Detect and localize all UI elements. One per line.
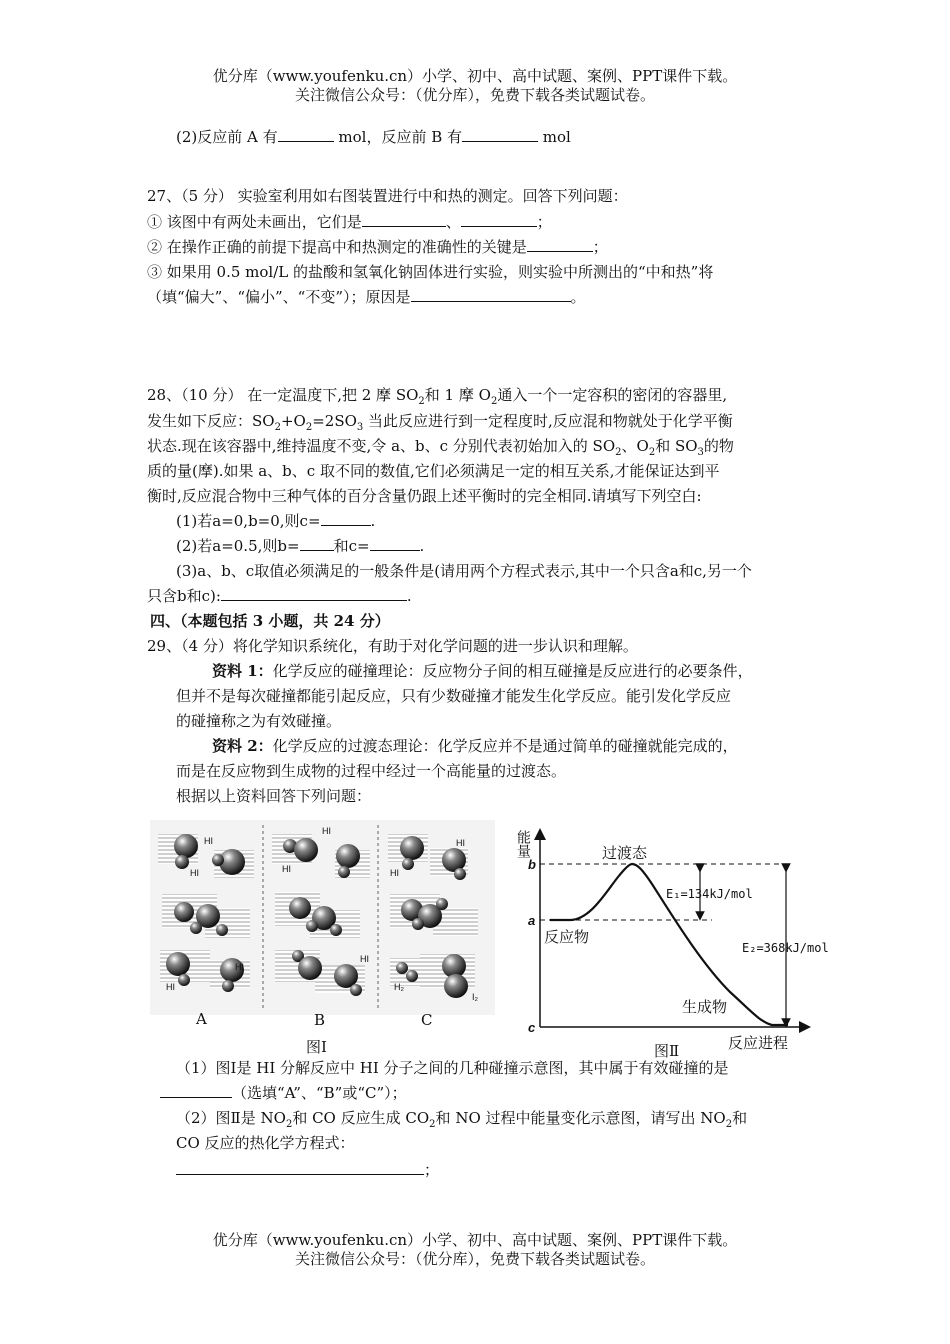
fig1-label-h2: H₂: [394, 982, 404, 992]
q28-line-5: 衡时,反应混合物中三种气体的百分含量仍跟上述平衡时的完全相同.请填写下列空白:: [147, 487, 702, 505]
q28-blank-3[interactable]: [370, 536, 420, 551]
q29-heading: 29、（4 分）将化学知识系统化，有助于对化学问题的进一步认识和理解。: [147, 637, 638, 655]
q27-line-4: （填“偏大”、“偏小”、“不变”）；原因是 。: [147, 288, 586, 306]
fig1-label-hi: HI: [166, 982, 175, 992]
fig1-panel-b-label: B: [314, 1011, 326, 1029]
q28-line-4: 质的量(摩).如果 a、b、c 取不同的数值,它们必须满足一定的相互关系,才能保证达到平: [147, 462, 720, 480]
product-label: 生成物: [682, 999, 728, 1016]
q29-sub-2-line-1: （2）图Ⅱ是 $NO_2$和 CO 反应生成 $CO_2$和 NO 过程中能量变化示意图，请写出 $NO_2$和: [176, 1109, 748, 1130]
figure-2-energy-diagram: [510, 812, 845, 1057]
e2-label: E₂=368kJ/mol: [742, 941, 829, 955]
fig1-label-hi: HI: [190, 868, 199, 878]
q29-material-1-line-3: 的碰撞称之为有效碰撞。: [176, 712, 342, 730]
fig2-caption: 图Ⅱ: [654, 1042, 680, 1060]
transition-state-label: 过渡态: [602, 845, 648, 862]
fig1-label-hi: HI: [204, 836, 213, 846]
e1-label: E₁=134kJ/mol: [666, 887, 753, 901]
fig1-label-hi: HI: [282, 864, 291, 874]
q28-line-1: 28、（10 分） 在一定温度下,把 2 摩 $SO_2$和 1 摩 $O_2$通入一个一定容积的密闭的容器里,: [147, 386, 728, 407]
q29-blank-1[interactable]: [160, 1083, 232, 1098]
q28-blank-1[interactable]: [321, 511, 371, 526]
q27-line-2: ② 在操作正确的前提下提高中和热测定的准确性的关键是 ；: [147, 238, 608, 256]
q29-sub-2-line-2: CO 反应的热化学方程式：: [176, 1134, 355, 1152]
q29-sub-2-answer: ；: [176, 1160, 439, 1180]
q26-blank-a[interactable]: [278, 127, 334, 142]
q28-line-3: 状态.现在该容器中,维持温度不变,令 a、b、c 分别代表初始加入的 $SO_2$、$O_2$和 $SO_3$的物: [147, 437, 734, 458]
q29-blank-2[interactable]: [176, 1160, 424, 1175]
header-line-1: 优分库（www.youfenku.cn）小学、初中、高中试题、案例、PPT课件下载。: [212, 67, 738, 85]
q29-material-2-line-1: 资料 2：化学反应的过渡态理论：化学反应并不是通过简单的碰撞就能完成的，: [212, 737, 738, 755]
footer-line-2: 关注微信公众号：（优分库），免费下载各类试题试卷。: [294, 1250, 655, 1268]
q29-ask: 根据以上资料回答下列问题：: [176, 787, 372, 805]
q29-sub-1-line-2: （选填“A”、“B”或“C”）；: [160, 1083, 407, 1103]
level-c-label: c: [528, 1020, 536, 1035]
fig1-label-hi: HI: [322, 826, 331, 836]
q28-line-2: 发生如下反应：$SO_2+O_2=2SO_3$ 当此反应进行到一定程度时,反应混和物就处于化学平衡: [147, 412, 733, 433]
fig1-label-i2: I₂: [472, 992, 478, 1002]
q26-part2: (2)反应前 A 有 mol，反应前 B 有 mol: [176, 128, 571, 146]
q29-material-1-line-2: 但并不是每次碰撞都能引起反应，只有少数碰撞才能发生化学反应。能引发化学反应: [176, 687, 732, 705]
q27-blank-4[interactable]: [411, 287, 571, 302]
header-line-2: 关注微信公众号：（优分库），免费下载各类试题试卷。: [294, 86, 655, 104]
fig1-panel-a-label: A: [196, 1010, 207, 1028]
q27-blank-2[interactable]: [461, 212, 537, 227]
fig1-panel-c-label: C: [421, 1011, 433, 1029]
reactant-label: 反应物: [544, 929, 590, 946]
section-4-heading: 四、（本题包括 3 小题，共 24 分）: [150, 612, 390, 630]
fig1-label-hi: HI: [456, 838, 465, 848]
fig1-label-hi: HI: [390, 868, 399, 878]
q27-blank-3[interactable]: [527, 237, 593, 252]
fig1-label-hi: HI: [360, 954, 369, 964]
q29-material-2-line-2: 而是在反应物到生成物的过程中经过一个高能量的过渡态。: [176, 762, 567, 780]
q28-part-2: (2)若a=0.5,则b= 和c= .: [176, 537, 425, 555]
q29-material-1-line-1: 资料 1：化学反应的碰撞理论：反应物分子间的相互碰撞是反应进行的必要条件，: [212, 662, 753, 680]
footer-line-1: 优分库（www.youfenku.cn）小学、初中、高中试题、案例、PPT课件下载。: [212, 1231, 738, 1249]
level-b-label: b: [528, 857, 536, 872]
q27-line-1: ① 该图中有两处未画出，它们是 、 ；: [147, 213, 552, 231]
q28-blank-2[interactable]: [300, 536, 334, 551]
fig1-label-hi: HI: [235, 962, 244, 972]
figure-1-collision-diagram: [150, 820, 495, 1015]
fig1-caption: 图Ⅰ: [306, 1038, 327, 1056]
q29-sub-1-line-1: （1）图Ⅰ是 HI 分解反应中 HI 分子之间的几种碰撞示意图，其中属于有效碰撞的是: [176, 1059, 729, 1077]
y-axis-label: 能量: [516, 830, 532, 858]
q28-part-3: (3)a、b、c取值必须满足的一般条件是(请用两个方程式表示,其中一个只含a和c,另一个: [176, 562, 752, 580]
q27-heading: 27、（5 分） 实验室利用如右图装置进行中和热的测定。回答下列问题：: [147, 187, 628, 205]
q27-line-3: ③ 如果用 0.5 mol/L 的盐酸和氢氧化钠固体进行实验，则实验中所测出的“中和热”将: [147, 263, 714, 281]
q26-blank-b[interactable]: [462, 127, 538, 142]
q28-part-3-cont: 只含b和c): .: [147, 587, 412, 605]
q28-blank-4[interactable]: [221, 586, 407, 601]
q27-blank-1[interactable]: [362, 212, 446, 227]
x-axis-label: 反应进程: [728, 1035, 789, 1052]
q28-part-1: (1)若a=0,b=0,则c= .: [176, 512, 376, 530]
level-a-label: a: [528, 913, 536, 928]
